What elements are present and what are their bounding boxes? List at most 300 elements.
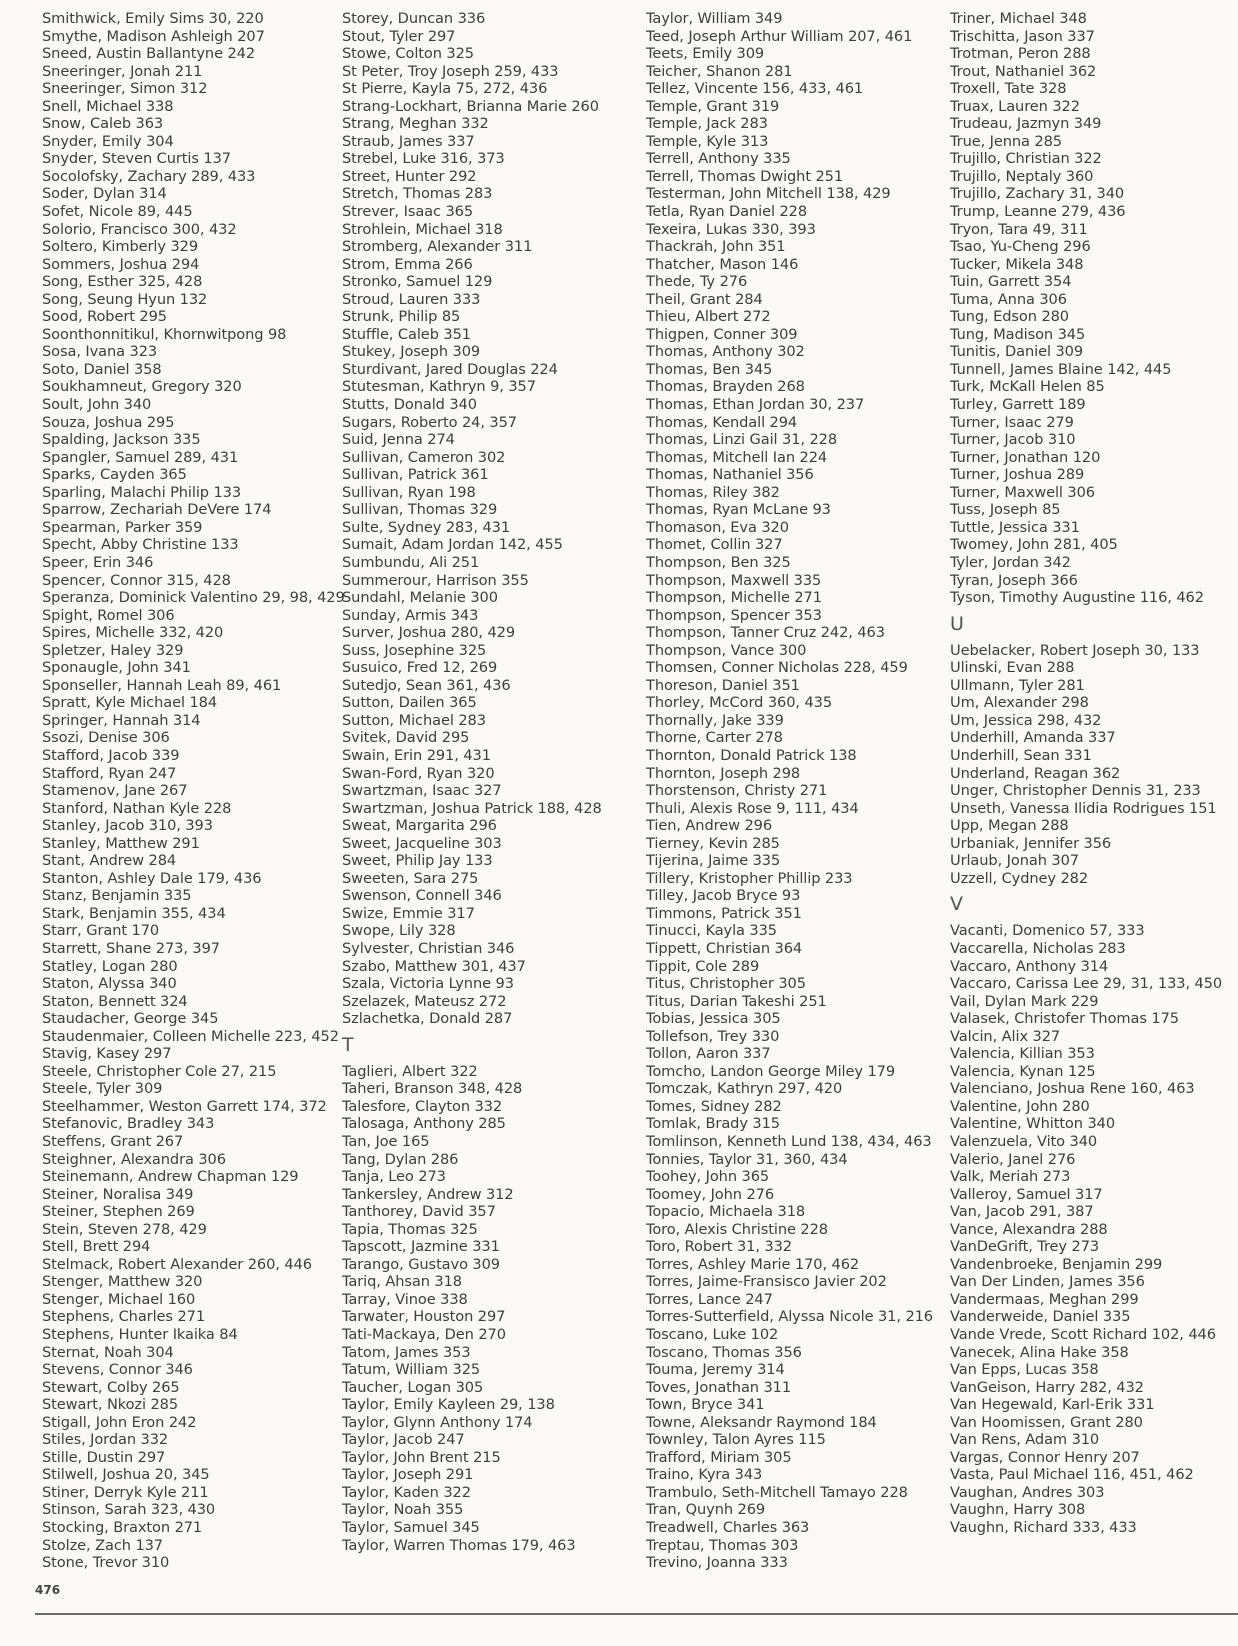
index-entry: Ssozi, Denise 306	[42, 729, 170, 747]
index-entry: Teets, Emily 309	[646, 45, 765, 63]
index-entry: St Peter, Troy Joseph 259, 433	[342, 62, 559, 80]
index-entry: Terrell, Thomas Dwight 251	[646, 167, 844, 185]
index-entry: Taylor, Noah 355	[342, 1501, 464, 1519]
index-entry: Thomas, Brayden 268	[646, 378, 805, 396]
index-entry: Town, Bryce 341	[646, 1396, 765, 1414]
index-entry: Sullivan, Ryan 198	[342, 483, 476, 501]
index-entry: Steiner, Noralisa 349	[42, 1185, 194, 1203]
index-entry: Townley, Talon Ayres 115	[646, 1431, 826, 1449]
index-entry: Svitek, David 295	[342, 729, 470, 747]
index-entry: Snyder, Emily 304	[42, 132, 174, 150]
index-entry: Trump, Leanne 279, 436	[950, 203, 1126, 221]
index-entry: Vargas, Connor Henry 207	[950, 1448, 1140, 1466]
index-entry: Sweet, Jacqueline 303	[342, 834, 502, 852]
index-entry: Valencia, Killian 353	[950, 1045, 1095, 1063]
index-entry: Trischitta, Jason 337	[950, 27, 1095, 45]
section-letter: T	[342, 1033, 354, 1056]
index-entry: Sundahl, Melanie 300	[342, 589, 498, 607]
index-entry: Trevino, Joanna 333	[646, 1554, 788, 1572]
index-entry: Spires, Michelle 332, 420	[42, 624, 224, 642]
index-entry: Thomas, Ben 345	[646, 360, 773, 378]
index-entry: Stephens, Hunter Ikaika 84	[42, 1326, 238, 1344]
index-entry: Stout, Tyler 297	[342, 27, 456, 45]
index-entry: Turner, Isaac 279	[950, 413, 1074, 431]
index-entry: Sneeringer, Simon 312	[42, 80, 208, 98]
index-entry: Thorstenson, Christy 271	[646, 782, 828, 800]
index-entry: Tuma, Anna 306	[950, 290, 1067, 308]
index-entry: Straub, James 337	[342, 132, 475, 150]
index-column-4	[950, 10, 1222, 1537]
index-entry: VanGeison, Harry 282, 432	[950, 1378, 1144, 1396]
index-entry: Valcin, Alix 327	[950, 1027, 1061, 1045]
index-entry: Tuttle, Jessica 331	[950, 518, 1080, 536]
index-entry: Trujillo, Zachary 31, 340	[950, 185, 1125, 203]
index-entry: Swize, Emmie 317	[342, 904, 475, 922]
index-entry: Stein, Steven 278, 429	[42, 1220, 207, 1238]
index-entry: Thompson, Vance 300	[646, 641, 807, 659]
index-entry: Valenzuela, Vito 340	[950, 1133, 1098, 1150]
index-entry: Sumbundu, Ali 251	[342, 553, 480, 571]
index-entry: Snell, Michael 338	[42, 97, 174, 115]
index-entry: Turner, Maxwell 306	[950, 483, 1095, 501]
index-entry: Taglieri, Albert 322	[342, 1062, 478, 1080]
index-entry: Specht, Abby Christine 133	[42, 536, 239, 554]
index-entry: Storey, Duncan 336	[342, 10, 486, 27]
index-entry: Tarwater, Houston 297	[342, 1308, 506, 1326]
index-column-3	[646, 10, 933, 1572]
index-entry: Sugars, Roberto 24, 357	[342, 413, 517, 431]
index-entry: Stefanovic, Bradley 343	[42, 1115, 215, 1133]
index-entry: Thomas, Ryan McLane 93	[646, 501, 831, 519]
index-entry: Stronko, Samuel 129	[342, 273, 493, 291]
index-entry: Sponaugle, John 341	[42, 659, 191, 677]
index-entry: Thomas, Linzi Gail 31, 228	[646, 431, 838, 449]
index-entry: Sommers, Joshua 294	[42, 255, 200, 273]
index-entry: Suss, Josephine 325	[342, 641, 487, 659]
index-entry: Talesfore, Clayton 332	[342, 1097, 503, 1115]
index-entry: Sylvester, Christian 346	[342, 939, 515, 957]
index-entry: Thuli, Alexis Rose 9, 111, 434	[646, 799, 859, 817]
index-entry: Spalding, Jackson 335	[42, 431, 201, 449]
index-entry: Tatum, William 325	[342, 1361, 481, 1379]
index-entry: Timmons, Patrick 351	[646, 904, 802, 922]
index-entry: Tunitis, Daniel 309	[950, 343, 1084, 361]
index-entry: Van Der Linden, James 356	[950, 1273, 1145, 1291]
index-entry: Thomas, Riley 382	[646, 483, 780, 501]
index-entry: Toves, Jonathan 311	[646, 1378, 792, 1396]
index-entry: Valentine, Whitton 340	[950, 1115, 1116, 1133]
index-entry: Steiner, Stephen 269	[42, 1203, 195, 1221]
index-entry: Sofet, Nicole 89, 445	[42, 203, 193, 221]
index-entry: St Pierre, Kayla 75, 272, 436	[342, 80, 548, 98]
index-entry: Underland, Reagan 362	[950, 764, 1121, 782]
index-entry: Summerour, Harrison 355	[342, 571, 529, 589]
index-entry: Strom, Emma 266	[342, 255, 473, 273]
index-entry: Turk, McKall Helen 85	[950, 378, 1105, 396]
index-entry: Titus, Christopher 305	[646, 975, 806, 993]
index-entry: Uzzell, Cydney 282	[950, 869, 1089, 887]
index-entry: Touma, Jeremy 314	[646, 1361, 785, 1379]
index-entry: Tatom, James 353	[342, 1343, 471, 1361]
index-entry: Strunk, Philip 85	[342, 308, 461, 326]
index-entry: Stiles, Jordan 332	[42, 1431, 169, 1449]
index-entry: Soltero, Kimberly 329	[42, 238, 199, 256]
index-entry: Stelmack, Robert Alexander 260, 446	[42, 1255, 312, 1273]
index-entry: Van Rens, Adam 310	[950, 1431, 1100, 1449]
index-entry: Tierney, Kevin 285	[646, 834, 780, 852]
index-entry: Valencia, Kynan 125	[950, 1062, 1096, 1080]
index-entry: Valerio, Janel 276	[950, 1150, 1076, 1168]
index-entry: Stenger, Michael 160	[42, 1290, 196, 1308]
index-entry: Tankersley, Andrew 312	[342, 1185, 514, 1203]
index-entry: Stigall, John Eron 242	[42, 1413, 197, 1431]
index-entry: Soonthonnitikul, Khornwitpong 98	[42, 325, 287, 343]
index-entry: Thomsen, Conner Nicholas 228, 459	[646, 659, 908, 677]
index-entry: Tomcho, Landon George Miley 179	[646, 1062, 896, 1080]
index-entry: Stanford, Nathan Kyle 228	[42, 799, 232, 817]
index-entry: Szlachetka, Donald 287	[342, 1010, 513, 1028]
index-entry: Soto, Daniel 358	[42, 360, 162, 378]
index-entry: Stroud, Lauren 333	[342, 290, 481, 308]
index-entry: Starrett, Shane 273, 397	[42, 939, 220, 957]
index-entry: Stiner, Derryk Kyle 211	[42, 1483, 209, 1501]
index-entry: Thoreson, Daniel 351	[646, 676, 800, 694]
index-entry: Stutesman, Kathryn 9, 357	[342, 378, 536, 396]
index-entry: Vaccaro, Carissa Lee 29, 31, 133, 450	[950, 975, 1223, 993]
index-entry: Tomes, Sidney 282	[646, 1097, 782, 1115]
index-entry: Thompson, Maxwell 335	[646, 571, 822, 589]
index-entry: Tariq, Ahsan 318	[342, 1273, 462, 1291]
index-entry: Tucker, Mikela 348	[950, 255, 1084, 273]
index-entry: Turner, Jacob 310	[950, 431, 1076, 449]
index-entry: Thomas, Nathaniel 356	[646, 466, 814, 484]
index-entry: Urlaub, Jonah 307	[950, 852, 1079, 870]
index-entry: Taylor, Joseph 291	[342, 1466, 474, 1484]
index-entry: Taylor, John Brent 215	[342, 1448, 501, 1466]
index-entry: Tsao, Yu-Cheng 296	[950, 238, 1091, 256]
index-entry: Tippett, Christian 364	[646, 939, 803, 957]
index-entry: Speranza, Dominick Valentino 29, 98, 429	[42, 589, 345, 607]
index-entry: Szabo, Matthew 301, 437	[342, 957, 526, 975]
index-entry: Vandermaas, Meghan 299	[950, 1290, 1139, 1308]
index-entry: Strang-Lockhart, Brianna Marie 260	[342, 97, 599, 115]
index-entry: Unger, Christopher Dennis 31, 233	[950, 782, 1201, 800]
index-entry: Uebelacker, Robert Joseph 30, 133	[950, 641, 1200, 659]
index-entry: Sood, Robert 295	[42, 308, 167, 326]
index-entry: Song, Esther 325, 428	[42, 273, 203, 291]
index-entry: Tijerina, Jaime 335	[646, 852, 781, 870]
index-entry: Tollefson, Trey 330	[646, 1027, 780, 1045]
index-entry: Vaughn, Harry 308	[950, 1501, 1086, 1519]
index-entry: Sunday, Armis 343	[342, 606, 479, 624]
index-entry: Swartzman, Isaac 327	[342, 782, 502, 800]
index-entry: Souza, Joshua 295	[42, 413, 175, 431]
index-entry: Stant, Andrew 284	[42, 852, 177, 870]
index-entry: Torres, Jaime-Fransisco Javier 202	[646, 1273, 887, 1291]
index-entry: Spearman, Parker 359	[42, 518, 203, 536]
index-entry: Steinemann, Andrew Chapman 129	[42, 1168, 299, 1186]
index-entry: Steele, Christopher Cole 27, 215	[42, 1062, 277, 1080]
section-letter: U	[950, 612, 964, 635]
index-entry: Strever, Isaac 365	[342, 203, 474, 221]
index-entry: Tunnell, James Blaine 142, 445	[950, 360, 1172, 378]
index-entry: Traino, Kyra 343	[646, 1466, 763, 1484]
index-entry: Thede, Ty 276	[646, 273, 748, 291]
index-entry: Toscano, Thomas 356	[646, 1343, 802, 1361]
index-entry: Strang, Meghan 332	[342, 115, 489, 133]
index-entry: Treptau, Thomas 303	[646, 1536, 799, 1554]
index-entry: Tomlak, Brady 315	[646, 1115, 780, 1133]
index-entry: Staudenmaier, Colleen Michelle 223, 452	[42, 1027, 339, 1045]
index-entry: Socolofsky, Zachary 289, 433	[42, 167, 256, 185]
index-entry: Vacanti, Domenico 57, 333	[950, 922, 1145, 940]
index-entry: VanDeGrift, Trey 273	[950, 1238, 1100, 1256]
index-entry: Tinucci, Kayla 335	[646, 922, 777, 940]
index-entry: Swain, Erin 291, 431	[342, 746, 491, 764]
index-entry: Van Hoomissen, Grant 280	[950, 1413, 1143, 1431]
index-entry: Snow, Caleb 363	[42, 115, 164, 133]
index-entry: Thorley, McCord 360, 435	[646, 694, 833, 712]
index-entry: Torres-Sutterfield, Alyssa Nicole 31, 216	[646, 1308, 933, 1326]
index-entry: Steelhammer, Weston Garrett 174, 372	[42, 1097, 327, 1115]
index-entry: Steffens, Grant 267	[42, 1133, 184, 1150]
index-entry: Sweeten, Sara 275	[342, 869, 479, 887]
index-entry: Texeira, Lukas 330, 393	[646, 220, 816, 238]
index-entry: Van Epps, Lucas 358	[950, 1361, 1099, 1379]
index-entry: Towne, Aleksandr Raymond 184	[646, 1413, 877, 1431]
index-entry: Springer, Hannah 314	[42, 711, 201, 729]
index-entry: Tanja, Leo 273	[342, 1168, 446, 1186]
index-entry: Um, Alexander 298	[950, 694, 1089, 712]
index-entry: Stuffle, Caleb 351	[342, 325, 471, 343]
index-entry: Stowe, Colton 325	[342, 45, 474, 63]
index-column-1	[42, 10, 345, 1572]
index-entry: Sparrow, Zechariah DeVere 174	[42, 501, 272, 519]
index-entry: Stilwell, Joshua 20, 345	[42, 1466, 210, 1484]
index-entry: Sutton, Michael 283	[342, 711, 486, 729]
section-letter: V	[950, 893, 963, 916]
index-entry: Temple, Jack 283	[646, 115, 768, 133]
index-entry: Tapia, Thomas 325	[342, 1220, 478, 1238]
index-entry: Tetla, Ryan Daniel 228	[646, 203, 808, 221]
index-entry: Ullmann, Tyler 281	[950, 676, 1085, 694]
index-entry: Twomey, John 281, 405	[950, 536, 1118, 554]
index-entry: Stretch, Thomas 283	[342, 185, 493, 203]
index-entry: Stewart, Colby 265	[42, 1378, 180, 1396]
index-entry: Statley, Logan 280	[42, 957, 178, 975]
index-entry: Staton, Bennett 324	[42, 992, 188, 1010]
index-entry: Spletzer, Haley 329	[42, 641, 184, 659]
index-entry: Solorio, Francisco 300, 432	[42, 220, 237, 238]
index-entry: Underhill, Sean 331	[950, 746, 1092, 764]
index-entry: Treadwell, Charles 363	[646, 1519, 810, 1537]
index-entry: Stocking, Braxton 271	[42, 1519, 203, 1537]
index-entry: Szelazek, Mateusz 272	[342, 992, 507, 1010]
index-entry: Tran, Quynh 269	[646, 1501, 766, 1519]
index-entry: Turner, Joshua 289	[950, 466, 1085, 484]
index-entry: Thatcher, Mason 146	[646, 255, 799, 273]
index-entry: Spratt, Kyle Michael 184	[42, 694, 217, 712]
index-entry: Triner, Michael 348	[950, 10, 1087, 27]
index-entry: Valentine, John 280	[950, 1097, 1090, 1115]
index-entry: Spencer, Connor 315, 428	[42, 571, 231, 589]
index-entry: Vaccarella, Nicholas 283	[950, 939, 1126, 957]
index-entry: Vandenbroeke, Benjamin 299	[950, 1255, 1163, 1273]
index-entry: Temple, Kyle 313	[646, 132, 769, 150]
index-entry: Stephens, Charles 271	[42, 1308, 205, 1326]
index-entry: Trujillo, Neptaly 360	[950, 167, 1094, 185]
index-entry: Soult, John 340	[42, 396, 152, 414]
index-entry: Taylor, Jacob 247	[342, 1431, 465, 1449]
index-entry: Tan, Joe 165	[342, 1133, 430, 1150]
index-entry: Strohlein, Michael 318	[342, 220, 503, 238]
index-entry: Stanton, Ashley Dale 179, 436	[42, 869, 262, 887]
index-entry: Vande Vrede, Scott Richard 102, 446	[950, 1326, 1216, 1344]
index-entry: Tyran, Joseph 366	[950, 571, 1078, 589]
index-entry: Staton, Alyssa 340	[42, 975, 177, 993]
index-entry: Toro, Alexis Christine 228	[646, 1220, 828, 1238]
index-entry: Thompson, Ben 325	[646, 553, 791, 571]
index-entry: Vasta, Paul Michael 116, 451, 462	[950, 1466, 1194, 1484]
index-entry: Susuico, Fred 12, 269	[342, 659, 498, 677]
index-entry: Steele, Tyler 309	[42, 1080, 163, 1098]
index-entry: Temple, Grant 319	[646, 97, 780, 115]
index-entry: Sutedjo, Sean 361, 436	[342, 676, 511, 694]
index-entry: Sulte, Sydney 283, 431	[342, 518, 511, 536]
index-entry: Stark, Benjamin 355, 434	[42, 904, 226, 922]
index-entry: Stutts, Donald 340	[342, 396, 477, 414]
index-entry: Starr, Grant 170	[42, 922, 160, 940]
index-entry: Stone, Trevor 310	[42, 1554, 170, 1572]
index-entry: Stanley, Matthew 291	[42, 834, 200, 852]
index-entry: Valenciano, Joshua Rene 160, 463	[950, 1080, 1195, 1098]
index-entry: Tarray, Vinoe 338	[342, 1290, 468, 1308]
index-entry: Trout, Nathaniel 362	[950, 62, 1097, 80]
index-entry: Thomas, Ethan Jordan 30, 237	[646, 396, 865, 414]
index-entry: Sparks, Cayden 365	[42, 466, 187, 484]
index-entry: Snyder, Steven Curtis 137	[42, 150, 231, 168]
index-entry: Trafford, Miriam 305	[646, 1448, 792, 1466]
index-entry: Trudeau, Jazmyn 349	[950, 115, 1102, 133]
index-entry: Thompson, Spencer 353	[646, 606, 822, 624]
index-entry: Tung, Madison 345	[950, 325, 1086, 343]
index-entry: Taylor, Emily Kayleen 29, 138	[342, 1396, 555, 1414]
index-entry: Turley, Garrett 189	[950, 396, 1086, 414]
index-entry: Unseth, Vanessa Ilidia Rodrigues 151	[950, 799, 1217, 817]
index-entry: Valleroy, Samuel 317	[950, 1185, 1103, 1203]
index-entry: Thorne, Carter 278	[646, 729, 783, 747]
index-entry: Taucher, Logan 305	[342, 1378, 484, 1396]
index-entry: Speer, Erin 346	[42, 553, 154, 571]
index-entry: Sutton, Dailen 365	[342, 694, 477, 712]
index-entry: Um, Jessica 298, 432	[950, 711, 1102, 729]
index-entry: Sponseller, Hannah Leah 89, 461	[42, 676, 282, 694]
index-entry: Stinson, Sarah 323, 430	[42, 1501, 216, 1519]
index-entry: Stamenov, Jane 267	[42, 782, 188, 800]
index-entry: Vail, Dylan Mark 229	[950, 992, 1099, 1010]
index-entry: Thomas, Kendall 294	[646, 413, 798, 431]
index-entry: Thackrah, John 351	[646, 238, 786, 256]
index-entry: Vanderweide, Daniel 335	[950, 1308, 1131, 1326]
index-entry: Song, Seung Hyun 132	[42, 290, 208, 308]
index-entry: Ulinski, Evan 288	[950, 659, 1075, 677]
index-entry: Tellez, Vincente 156, 433, 461	[646, 80, 864, 98]
index-entry: Tonnies, Taylor 31, 360, 434	[646, 1150, 848, 1168]
index-entry: Suid, Jenna 274	[342, 431, 455, 449]
index-entry: Steighner, Alexandra 306	[42, 1150, 226, 1168]
index-entry: Tippit, Cole 289	[646, 957, 760, 975]
index-entry: Sweat, Margarita 296	[342, 817, 497, 835]
index-entry: Tanthorey, David 357	[342, 1203, 496, 1221]
index-entry: Turner, Jonathan 120	[950, 448, 1101, 466]
index-entry: Sullivan, Thomas 329	[342, 501, 498, 519]
index-entry: Tobias, Jessica 305	[646, 1010, 781, 1028]
index-entry: Truax, Lauren 322	[950, 97, 1080, 115]
index-entry: Trujillo, Christian 322	[950, 150, 1102, 168]
index-entry: Vaughn, Richard 333, 433	[950, 1519, 1137, 1537]
index-entry: Underhill, Amanda 337	[950, 729, 1116, 747]
index-entry: Tomczak, Kathryn 297, 420	[646, 1080, 843, 1098]
index-entry: Troxell, Tate 328	[950, 80, 1067, 98]
index-entry: Strebel, Luke 316, 373	[342, 150, 505, 168]
index-entry: Szala, Victoria Lynne 93	[342, 975, 514, 993]
index-entry: Thompson, Tanner Cruz 242, 463	[646, 624, 885, 642]
index-entry: Swan-Ford, Ryan 320	[342, 764, 495, 782]
index-entry: Titus, Darian Takeshi 251	[646, 992, 827, 1010]
index-entry: Talosaga, Anthony 285	[342, 1115, 506, 1133]
index-entry: Thigpen, Conner 309	[646, 325, 798, 343]
index-entry: Stavig, Kasey 297	[42, 1045, 172, 1063]
index-entry: Terrell, Anthony 335	[646, 150, 791, 168]
index-entry: Sullivan, Patrick 361	[342, 466, 489, 484]
index-entry: Stanz, Benjamin 335	[42, 887, 192, 905]
index-entry: Staudacher, George 345	[42, 1010, 219, 1028]
index-entry: Valk, Meriah 273	[950, 1168, 1071, 1186]
index-entry: Stolze, Zach 137	[42, 1536, 163, 1554]
index-entry: Soder, Dylan 314	[42, 185, 167, 203]
index-entry: Tryon, Tara 49, 311	[950, 220, 1088, 238]
index-entry: Street, Hunter 292	[342, 167, 477, 185]
index-entry: Soukhamneut, Gregory 320	[42, 378, 242, 396]
index-entry: Thornton, Donald Patrick 138	[646, 746, 857, 764]
index-entry: Surver, Joshua 280, 429	[342, 624, 516, 642]
index-entry: Smythe, Madison Ashleigh 207	[42, 27, 265, 45]
index-entry: Thomas, Anthony 302	[646, 343, 805, 361]
index-entry: Tuss, Joseph 85	[950, 501, 1061, 519]
index-entry: Sumait, Adam Jordan 142, 455	[342, 536, 563, 554]
index-entry: Vance, Alexandra 288	[950, 1220, 1108, 1238]
index-entry: Teicher, Shanon 281	[646, 62, 793, 80]
index-entry: Stenger, Matthew 320	[42, 1273, 203, 1291]
index-entry: Tomlinson, Kenneth Lund 138, 434, 463	[646, 1133, 932, 1150]
index-entry: Tillery, Kristopher Phillip 233	[646, 869, 853, 887]
index-entry: Van Hegewald, Karl-Erik 331	[950, 1396, 1155, 1414]
index-entry: Topacio, Michaela 318	[646, 1203, 806, 1221]
index-entry: Taylor, Kaden 322	[342, 1483, 471, 1501]
index-entry: Taheri, Branson 348, 428	[342, 1080, 523, 1098]
index-entry: Tati-Mackaya, Den 270	[342, 1326, 506, 1344]
index-entry: Sparling, Malachi Philip 133	[42, 483, 242, 501]
index-entry: Tuin, Garrett 354	[950, 273, 1072, 291]
index-entry: Toomey, John 276	[646, 1185, 775, 1203]
index-entry: Testerman, John Mitchell 138, 429	[646, 185, 891, 203]
index-entry: Taylor, Glynn Anthony 174	[342, 1413, 533, 1431]
index-entry: Trambulo, Seth-Mitchell Tamayo 228	[646, 1483, 908, 1501]
index-entry: Toohey, John 365	[646, 1168, 770, 1186]
index-entry: Stafford, Jacob 339	[42, 746, 180, 764]
index-entry: Tarango, Gustavo 309	[342, 1255, 500, 1273]
index-entry: Stell, Brett 294	[42, 1238, 151, 1256]
